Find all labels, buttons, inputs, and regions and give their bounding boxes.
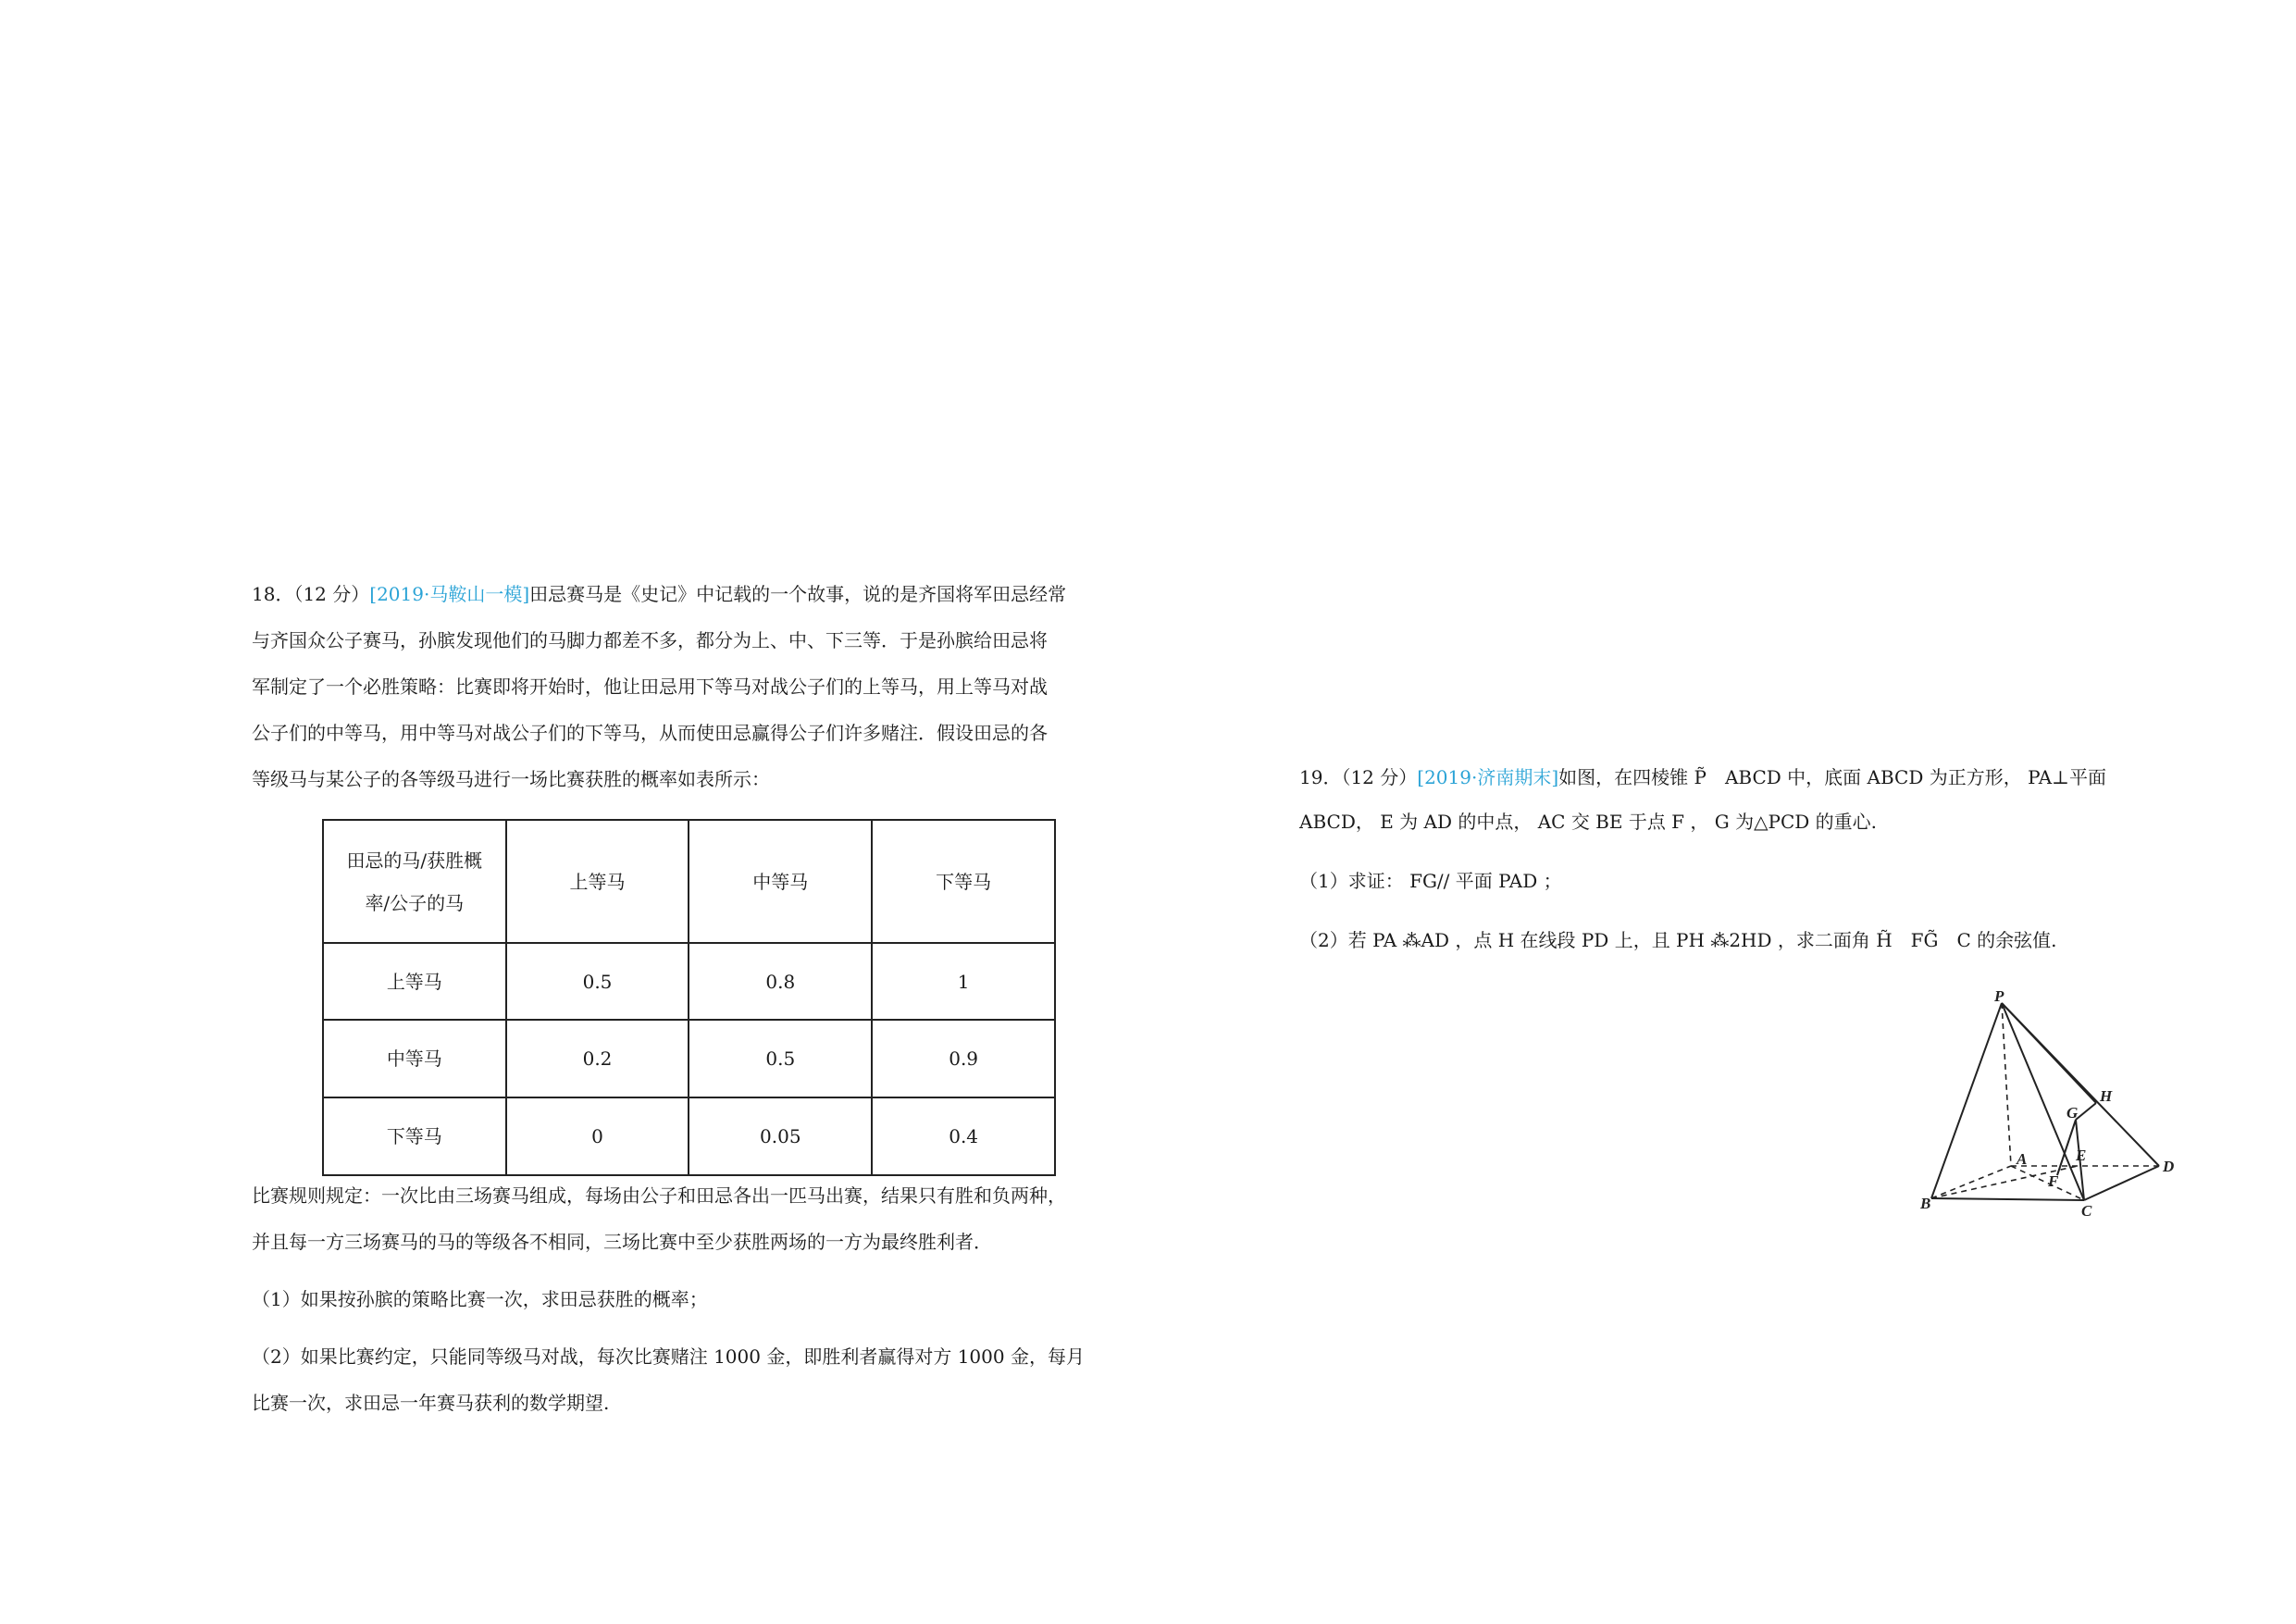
- q19-line-2: ABCD， E 为 AD 的中点， AC 交 BE 于点 F ， G 为△PCD 的重心.: [1299, 811, 1878, 833]
- label-D: D: [2163, 1158, 2175, 1175]
- table-cell: 0.2: [506, 1020, 689, 1097]
- table-cell: 0.05: [689, 1097, 872, 1175]
- q19-score: （12 分）: [1341, 766, 1418, 788]
- table-cell: 0.5: [689, 1020, 872, 1097]
- q19-source-link[interactable]: [2019·济南期末]: [1417, 766, 1559, 788]
- label-A: A: [2017, 1150, 2028, 1168]
- column-header: 下等马: [872, 820, 1055, 943]
- label-F: F: [2048, 1172, 2059, 1190]
- q18-part-2-line-1: （2）如果比赛约定，只能同等级马对战，每次比赛赌注 1000 金，即胜利者赢得对方 1000 金，每月: [252, 1345, 1085, 1368]
- corner-header-line-2: 率/公子的马: [365, 891, 465, 914]
- column-header: 中等马: [689, 820, 872, 943]
- q19-line-1: [1299, 766, 2106, 788]
- table-cell: 0.4: [872, 1097, 1055, 1175]
- q18-line-3: 军制定了一个必胜策略：比赛即将开始时，他让田忌用下等马对战公子们的上等马，用上等马对战: [252, 676, 1048, 698]
- q19-part-1: （1）求证： FG// 平面 PAD ；: [1299, 870, 1562, 892]
- row-header: 上等马: [323, 943, 506, 1020]
- row-header: 中等马: [323, 1020, 506, 1097]
- q18-score: （12 分）: [293, 583, 370, 605]
- table-cell: 0.9: [872, 1020, 1055, 1097]
- row-header: 下等马: [323, 1097, 506, 1175]
- column-header: 上等马: [506, 820, 689, 943]
- q19-number: 19．: [1299, 766, 1342, 788]
- table-cell: 1: [872, 943, 1055, 1020]
- q19-text: 如图，在四棱锥 P̃ ABCD 中，底面 ABCD 为正方形， PA⊥平面: [1558, 766, 2106, 788]
- corner-header-line-1: 田忌的马/获胜概: [346, 849, 483, 872]
- q18-rules-line-1: 比赛规则规定：一次比由三场赛马组成，每场由公子和田忌各出一匹马出赛，结果只有胜和负两种，: [252, 1184, 1066, 1207]
- label-B: B: [1920, 1195, 1931, 1212]
- table-row: [323, 943, 1055, 1020]
- table-row: [323, 1097, 1055, 1175]
- q18-part-1: （1）如果按孙膑的策略比赛一次，求田忌获胜的概率；: [252, 1288, 708, 1310]
- q18-part-2-line-2: 比赛一次，求田忌一年赛马获利的数学期望.: [252, 1392, 610, 1414]
- q18-text: 田忌赛马是《史记》中记载的一个故事，说的是齐国将军田忌经常: [529, 583, 1067, 605]
- q18-line-4: 公子们的中等马，用中等马对战公子们的下等马，从而使田忌赢得公子们许多赌注．假设田忌的各: [252, 722, 1048, 744]
- probability-table: [322, 819, 1056, 1176]
- q18-number: 18．: [252, 583, 294, 605]
- table-header-row: [323, 820, 1055, 943]
- label-G: G: [2066, 1104, 2079, 1122]
- q19-part-2: （2）若 PA ⁂AD ，点 H 在线段 PD 上，且 PH ⁂2HD ，求二面角 H̃ FG̃ C 的余弦值.: [1299, 929, 2057, 951]
- label-H: H: [2100, 1087, 2113, 1105]
- table-cell: 0.5: [506, 943, 689, 1020]
- table-cell: 0.8: [689, 943, 872, 1020]
- pyramid-figure: [1920, 990, 2179, 1221]
- q18-line-1: [252, 583, 1066, 605]
- q18-rules-line-2: 并且每一方三场赛马的马的等级各不相同，三场比赛中至少获胜两场的一方为最终胜利者．: [252, 1231, 992, 1253]
- q18-line-2: 与齐国众公子赛马，孙膑发现他们的马脚力都差不多，都分为上、中、下三等．于是孙膑给田忌将: [252, 629, 1048, 651]
- q18-line-5: 等级马与某公子的各等级马进行一场比赛获胜的概率如表所示：: [252, 768, 770, 790]
- label-C: C: [2081, 1202, 2092, 1220]
- table-cell: 0: [506, 1097, 689, 1175]
- table-corner-header: [323, 820, 506, 943]
- q18-source-link[interactable]: [2019·马鞍山一模]: [369, 583, 530, 605]
- table-row: [323, 1020, 1055, 1097]
- label-E: E: [2076, 1147, 2087, 1164]
- label-P: P: [1994, 990, 2004, 1005]
